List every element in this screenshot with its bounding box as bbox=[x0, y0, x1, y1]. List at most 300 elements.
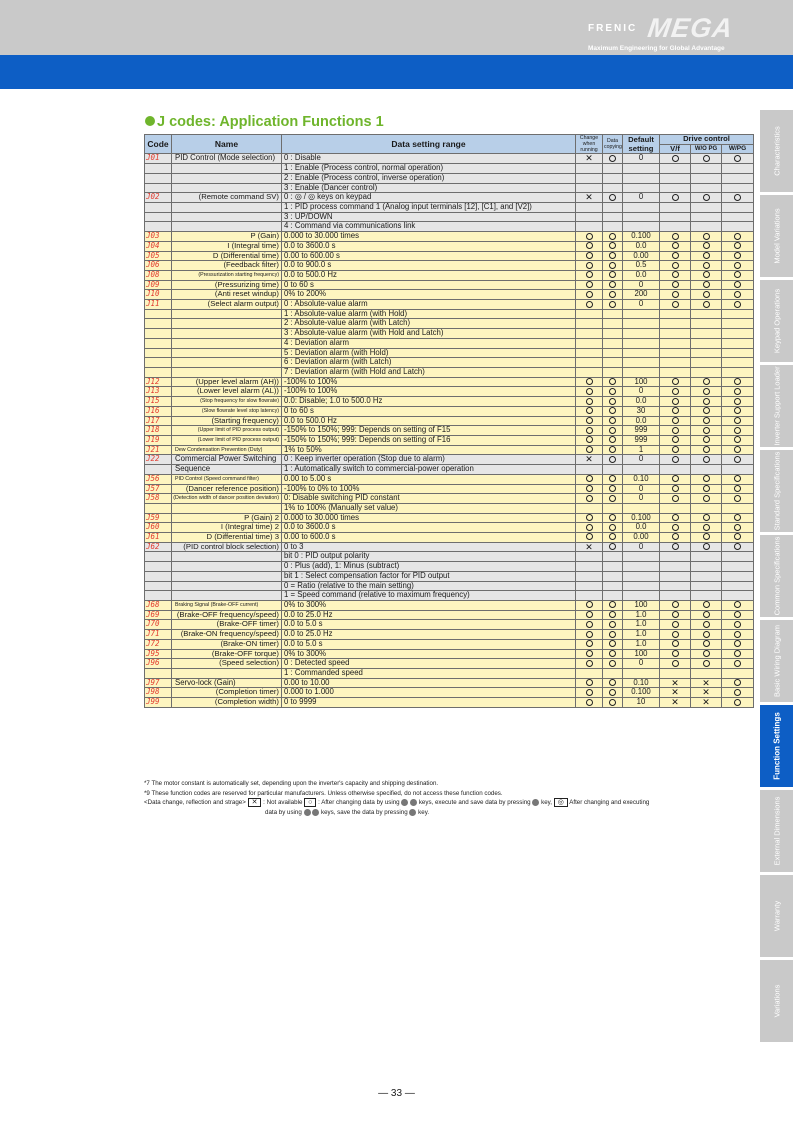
brand-mega-logo: MEGA bbox=[645, 13, 736, 43]
w-pg-cell bbox=[722, 630, 754, 640]
legend-circle: : After changing data by using bbox=[318, 799, 400, 807]
w-pg-cell bbox=[722, 397, 754, 407]
name-cell bbox=[172, 338, 282, 348]
table-row bbox=[145, 280, 754, 290]
wo-pg-cell bbox=[691, 552, 722, 562]
change-when-running-cell bbox=[576, 562, 603, 572]
table-row bbox=[145, 610, 754, 620]
change-when-running-cell bbox=[576, 222, 603, 232]
wo-pg-cell bbox=[691, 533, 722, 543]
name-cell: PID Control (Speed command filter) bbox=[172, 474, 282, 484]
circle-icon bbox=[703, 301, 710, 308]
circle-icon bbox=[703, 611, 710, 618]
range-cell: 2 : Absolute-value alarm (with Latch) bbox=[282, 319, 576, 329]
circle-icon bbox=[672, 436, 679, 443]
wo-pg-cell bbox=[691, 261, 722, 271]
circle-icon bbox=[734, 233, 741, 240]
range-cell: 0.000 to 30.000 times bbox=[282, 232, 576, 242]
tab-model-variations[interactable] bbox=[760, 195, 793, 277]
table-row bbox=[145, 290, 754, 300]
legend-double-circle: After changing and executing bbox=[569, 799, 650, 807]
legend-circle-b: keys, execute and save data by pressing bbox=[418, 799, 531, 807]
w-pg-cell bbox=[722, 513, 754, 523]
circle-icon bbox=[672, 660, 679, 667]
legend-not-available: : Not available bbox=[263, 799, 303, 807]
code-cell bbox=[145, 222, 172, 232]
data-copying-cell bbox=[603, 484, 623, 494]
default-setting-cell: 0 bbox=[623, 193, 660, 203]
change-when-running-cell bbox=[576, 164, 603, 174]
range-cell: -100% to 0% to 100% bbox=[282, 484, 576, 494]
w-pg-cell bbox=[722, 241, 754, 251]
wo-pg-cell bbox=[691, 426, 722, 436]
range-cell: 0: Disable switching PID constant bbox=[282, 494, 576, 504]
vf-cell bbox=[660, 154, 691, 164]
data-copying-cell bbox=[603, 571, 623, 581]
w-pg-cell bbox=[722, 601, 754, 611]
range-cell: 1% to 100% (Manually set value) bbox=[282, 503, 576, 513]
tab-common-specifications[interactable] bbox=[760, 535, 793, 617]
data-copying-cell bbox=[603, 173, 623, 183]
circle-icon bbox=[609, 252, 616, 259]
circle-icon bbox=[703, 436, 710, 443]
change-when-running-cell bbox=[576, 639, 603, 649]
legend-double-circle-c: keys, save the data by pressing bbox=[321, 808, 408, 816]
circle-icon bbox=[734, 524, 741, 531]
header-data-copying: Data copying bbox=[603, 135, 623, 154]
circle-icon bbox=[672, 631, 679, 638]
code-cell: J17 bbox=[145, 416, 172, 426]
tab-warranty[interactable] bbox=[760, 875, 793, 957]
change-when-running-cell bbox=[576, 319, 603, 329]
table-row bbox=[145, 232, 754, 242]
vf-cell bbox=[660, 484, 691, 494]
circle-icon bbox=[734, 533, 741, 540]
name-cell: (Completion timer) bbox=[172, 688, 282, 698]
table-row bbox=[145, 503, 754, 513]
circle-icon bbox=[703, 485, 710, 492]
wo-pg-cell bbox=[691, 416, 722, 426]
change-when-running-cell bbox=[576, 387, 603, 397]
circle-icon bbox=[734, 155, 741, 162]
change-when-running-cell bbox=[576, 698, 603, 708]
range-cell: 1 = Speed command (relative to maximum frequency) bbox=[282, 591, 576, 601]
wo-pg-cell bbox=[691, 154, 722, 164]
vf-cell bbox=[660, 300, 691, 310]
circle-icon bbox=[586, 524, 593, 531]
w-pg-cell bbox=[722, 426, 754, 436]
name-cell: (Detection width of dancer position deviation) bbox=[172, 494, 282, 504]
vf-cell bbox=[660, 523, 691, 533]
w-pg-cell bbox=[722, 698, 754, 708]
wo-pg-cell bbox=[691, 319, 722, 329]
change-when-running-cell bbox=[576, 503, 603, 513]
tab-variations[interactable] bbox=[760, 960, 793, 1042]
table-row bbox=[145, 484, 754, 494]
func-data-key-icon bbox=[409, 809, 416, 816]
default-setting-cell bbox=[623, 222, 660, 232]
change-when-running-cell bbox=[576, 688, 603, 698]
table-row bbox=[145, 445, 754, 455]
name-cell bbox=[172, 222, 282, 232]
circle-icon bbox=[734, 291, 741, 298]
name-cell: PID Control (Mode selection) bbox=[172, 154, 282, 164]
range-cell: 1% to 50% bbox=[282, 445, 576, 455]
name-cell bbox=[172, 552, 282, 562]
default-setting-cell: 0.0 bbox=[623, 270, 660, 280]
wo-pg-cell bbox=[691, 309, 722, 319]
default-setting-cell: 0 bbox=[623, 387, 660, 397]
default-setting-cell: 999 bbox=[623, 426, 660, 436]
range-cell: 0.0 to 25.0 Hz bbox=[282, 610, 576, 620]
change-when-running-cell bbox=[576, 581, 603, 591]
circle-icon bbox=[586, 611, 593, 618]
range-cell: 0 : Keep inverter operation (Stop due to alarm) bbox=[282, 455, 576, 465]
data-copying-cell bbox=[603, 688, 623, 698]
tab-external-dimensions[interactable] bbox=[760, 790, 793, 872]
circle-icon bbox=[586, 388, 593, 395]
default-setting-cell: 100 bbox=[623, 377, 660, 387]
circle-icon bbox=[734, 281, 741, 288]
code-cell: J11 bbox=[145, 300, 172, 310]
circle-icon bbox=[734, 446, 741, 453]
vf-cell bbox=[660, 542, 691, 552]
code-cell: J21 bbox=[145, 445, 172, 455]
circle-icon bbox=[586, 495, 593, 502]
circle-icon bbox=[609, 533, 616, 540]
table-row bbox=[145, 668, 754, 678]
w-pg-cell bbox=[722, 222, 754, 232]
circle-icon bbox=[609, 398, 616, 405]
vf-cell bbox=[660, 329, 691, 339]
circle-icon bbox=[703, 398, 710, 405]
wo-pg-cell bbox=[691, 523, 722, 533]
table-row bbox=[145, 581, 754, 591]
change-when-running-cell bbox=[576, 406, 603, 416]
circle-icon bbox=[609, 301, 616, 308]
code-cell bbox=[145, 552, 172, 562]
tab-inverter-support-loader[interactable] bbox=[760, 365, 793, 447]
change-when-running-cell bbox=[576, 397, 603, 407]
name-cell: (Feedback filter) bbox=[172, 261, 282, 271]
brand-frenic: FRENIC bbox=[588, 23, 638, 34]
default-setting-cell: 0.100 bbox=[623, 232, 660, 242]
data-copying-cell bbox=[603, 261, 623, 271]
w-pg-cell bbox=[722, 183, 754, 193]
default-setting-cell bbox=[623, 173, 660, 183]
name-cell: (Stop frequency for slow flowrate) bbox=[172, 397, 282, 407]
code-cell: J96 bbox=[145, 659, 172, 669]
circle-icon bbox=[734, 242, 741, 249]
default-setting-cell bbox=[623, 329, 660, 339]
code-cell bbox=[145, 562, 172, 572]
bullet-dot-icon bbox=[145, 116, 155, 126]
legend-title: <Data change, reflection and strage> bbox=[144, 799, 246, 807]
code-cell: J99 bbox=[145, 698, 172, 708]
circle-icon bbox=[609, 407, 616, 414]
w-pg-cell bbox=[722, 523, 754, 533]
code-cell: J05 bbox=[145, 251, 172, 261]
footnotes bbox=[144, 779, 754, 817]
circle-icon bbox=[703, 407, 710, 414]
w-pg-cell bbox=[722, 261, 754, 271]
w-pg-cell bbox=[722, 494, 754, 504]
code-cell: J60 bbox=[145, 523, 172, 533]
circle-icon bbox=[609, 689, 616, 696]
code-cell: J71 bbox=[145, 630, 172, 640]
circle-icon bbox=[586, 446, 593, 453]
circle-icon bbox=[586, 417, 593, 424]
change-when-running-cell bbox=[576, 183, 603, 193]
wo-pg-cell bbox=[691, 368, 722, 378]
change-when-running-cell bbox=[576, 338, 603, 348]
w-pg-cell bbox=[722, 406, 754, 416]
w-pg-cell bbox=[722, 329, 754, 339]
name-cell: (Lower limit of PID process output) bbox=[172, 435, 282, 445]
name-cell: (Select alarm output) bbox=[172, 300, 282, 310]
name-cell: Sequence bbox=[172, 465, 282, 475]
circle-icon bbox=[586, 660, 593, 667]
w-pg-cell bbox=[722, 455, 754, 465]
data-copying-cell bbox=[603, 620, 623, 630]
circle-icon bbox=[734, 436, 741, 443]
wo-pg-cell bbox=[691, 377, 722, 387]
wo-pg-cell bbox=[691, 591, 722, 601]
vf-cell bbox=[660, 630, 691, 640]
default-setting-cell bbox=[623, 465, 660, 475]
range-cell: 0.0 to 25.0 Hz bbox=[282, 630, 576, 640]
w-pg-cell bbox=[722, 319, 754, 329]
name-cell: (Lower level alarm (AL)) bbox=[172, 387, 282, 397]
vf-cell bbox=[660, 241, 691, 251]
change-when-running-cell bbox=[576, 445, 603, 455]
header-w-pg: W/PG bbox=[722, 144, 754, 154]
code-cell bbox=[145, 338, 172, 348]
change-when-running-cell bbox=[576, 241, 603, 251]
circle-icon bbox=[672, 378, 679, 385]
vf-cell bbox=[660, 445, 691, 455]
tab-standard-specifications[interactable] bbox=[760, 450, 793, 532]
w-pg-cell bbox=[722, 533, 754, 543]
tab-label: Keypad Operations bbox=[772, 288, 781, 354]
circle-icon bbox=[586, 427, 593, 434]
change-when-running-cell bbox=[576, 630, 603, 640]
range-cell: 2 : Enable (Process control, inverse operation) bbox=[282, 173, 576, 183]
circle-icon bbox=[734, 611, 741, 618]
circle-icon bbox=[672, 621, 679, 628]
w-pg-cell bbox=[722, 668, 754, 678]
page-number: — 33 — bbox=[378, 1088, 415, 1099]
data-copying-cell bbox=[603, 222, 623, 232]
wo-pg-cell bbox=[691, 435, 722, 445]
w-pg-cell bbox=[722, 503, 754, 513]
name-cell: (Upper limit of PID process output) bbox=[172, 426, 282, 436]
change-when-running-cell bbox=[576, 494, 603, 504]
table-body bbox=[145, 154, 754, 708]
circle-icon bbox=[609, 155, 616, 162]
circle-icon bbox=[609, 601, 616, 608]
range-cell: -150% to 150%; 999: Depends on setting of F16 bbox=[282, 435, 576, 445]
circle-icon bbox=[609, 621, 616, 628]
circle-icon bbox=[703, 378, 710, 385]
wo-pg-cell bbox=[691, 203, 722, 213]
default-setting-cell bbox=[623, 309, 660, 319]
not-available-box: ✕ bbox=[248, 798, 262, 807]
w-pg-cell bbox=[722, 484, 754, 494]
change-when-running-cell bbox=[576, 154, 603, 164]
circle-icon bbox=[609, 378, 616, 385]
vf-cell bbox=[660, 397, 691, 407]
wo-pg-cell bbox=[691, 668, 722, 678]
vf-cell bbox=[660, 513, 691, 523]
change-when-running-cell bbox=[576, 474, 603, 484]
circle-icon bbox=[609, 679, 616, 686]
name-cell bbox=[172, 212, 282, 222]
wo-pg-cell bbox=[691, 183, 722, 193]
default-setting-cell: 0.10 bbox=[623, 474, 660, 484]
code-cell bbox=[145, 503, 172, 513]
range-cell: 0 to 60 s bbox=[282, 280, 576, 290]
code-cell: J06 bbox=[145, 261, 172, 271]
data-copying-cell bbox=[603, 406, 623, 416]
w-pg-cell bbox=[722, 542, 754, 552]
wo-pg-cell bbox=[691, 455, 722, 465]
circle-icon bbox=[734, 485, 741, 492]
w-pg-cell bbox=[722, 173, 754, 183]
tab-keypad-operations[interactable] bbox=[760, 280, 793, 362]
wo-pg-cell bbox=[691, 387, 722, 397]
data-copying-cell bbox=[603, 659, 623, 669]
wo-pg-cell bbox=[691, 542, 722, 552]
default-setting-cell: 0 bbox=[623, 484, 660, 494]
wo-pg-cell bbox=[691, 348, 722, 358]
data-copying-cell bbox=[603, 241, 623, 251]
range-cell: 0 : Absolute-value alarm bbox=[282, 300, 576, 310]
data-copying-cell bbox=[603, 397, 623, 407]
vf-cell bbox=[660, 387, 691, 397]
cross-icon: ✕ bbox=[671, 687, 679, 698]
range-cell: -150% to 150%; 999: Depends on setting of F15 bbox=[282, 426, 576, 436]
range-cell: 1 : PID process command 1 (Analog input terminals [12], [C1], and [V2]) bbox=[282, 203, 576, 213]
code-cell bbox=[145, 203, 172, 213]
w-pg-cell bbox=[722, 280, 754, 290]
range-cell: 3 : Absolute-value alarm (with Hold and Latch) bbox=[282, 329, 576, 339]
range-cell: 6 : Deviation alarm (with Latch) bbox=[282, 358, 576, 368]
tab-label: Function Settings bbox=[772, 712, 781, 780]
vf-cell bbox=[660, 232, 691, 242]
circle-icon bbox=[703, 495, 710, 502]
vf-cell bbox=[660, 601, 691, 611]
section-tabs bbox=[760, 110, 793, 1045]
name-cell: (Slow flowrate level stop latency) bbox=[172, 406, 282, 416]
circle-icon bbox=[586, 601, 593, 608]
name-cell bbox=[172, 503, 282, 513]
change-when-running-cell bbox=[576, 591, 603, 601]
table-row bbox=[145, 309, 754, 319]
vf-cell bbox=[660, 290, 691, 300]
tab-characteristics[interactable] bbox=[760, 110, 793, 192]
change-when-running-cell bbox=[576, 484, 603, 494]
circle-icon bbox=[586, 514, 593, 521]
table-row bbox=[145, 533, 754, 543]
default-setting-cell: 0.00 bbox=[623, 251, 660, 261]
data-copying-cell bbox=[603, 377, 623, 387]
data-copying-cell bbox=[603, 523, 623, 533]
data-copying-cell bbox=[603, 416, 623, 426]
table-row bbox=[145, 329, 754, 339]
wo-pg-cell bbox=[691, 571, 722, 581]
name-cell bbox=[172, 329, 282, 339]
vf-cell bbox=[660, 581, 691, 591]
table-row bbox=[145, 270, 754, 280]
change-when-running-cell bbox=[576, 620, 603, 630]
data-copying-cell bbox=[603, 203, 623, 213]
name-cell bbox=[172, 368, 282, 378]
code-cell: J69 bbox=[145, 610, 172, 620]
code-cell bbox=[145, 183, 172, 193]
range-cell: 0% to 300% bbox=[282, 649, 576, 659]
range-cell: bit 0 : PID output polarity bbox=[282, 552, 576, 562]
code-cell: J01 bbox=[145, 154, 172, 164]
circle-icon bbox=[672, 446, 679, 453]
circle-icon bbox=[703, 417, 710, 424]
data-copying-cell bbox=[603, 445, 623, 455]
data-copying-cell bbox=[603, 426, 623, 436]
name-cell bbox=[172, 562, 282, 572]
vf-cell bbox=[660, 426, 691, 436]
tab-basic-wiring-diagram[interactable] bbox=[760, 620, 793, 702]
data-copying-cell bbox=[603, 290, 623, 300]
circle-icon bbox=[703, 194, 710, 201]
table-row bbox=[145, 222, 754, 232]
default-setting-cell: 0 bbox=[623, 494, 660, 504]
circle-icon bbox=[703, 514, 710, 521]
change-when-running-cell bbox=[576, 523, 603, 533]
data-copying-cell bbox=[603, 319, 623, 329]
name-cell: (Brake-OFF timer) bbox=[172, 620, 282, 630]
change-when-running-cell bbox=[576, 300, 603, 310]
tab-function-settings[interactable] bbox=[760, 705, 793, 787]
code-cell: J98 bbox=[145, 688, 172, 698]
wo-pg-cell bbox=[691, 601, 722, 611]
change-when-running-cell bbox=[576, 455, 603, 465]
change-when-running-cell bbox=[576, 649, 603, 659]
data-copying-cell bbox=[603, 639, 623, 649]
data-copying-cell bbox=[603, 513, 623, 523]
circle-icon bbox=[609, 495, 616, 502]
name-cell: (Speed selection) bbox=[172, 659, 282, 669]
w-pg-cell bbox=[722, 348, 754, 358]
circle-icon bbox=[672, 242, 679, 249]
w-pg-cell bbox=[722, 659, 754, 669]
code-cell: J97 bbox=[145, 678, 172, 688]
w-pg-cell bbox=[722, 678, 754, 688]
circle-icon bbox=[586, 398, 593, 405]
change-when-running-cell bbox=[576, 601, 603, 611]
name-cell: (Brake-OFF frequency/speed) bbox=[172, 610, 282, 620]
vf-cell bbox=[660, 193, 691, 203]
change-when-running-cell bbox=[576, 416, 603, 426]
circle-icon bbox=[586, 689, 593, 696]
table-row bbox=[145, 261, 754, 271]
wo-pg-cell bbox=[691, 222, 722, 232]
circle-icon bbox=[609, 446, 616, 453]
range-cell: 0.00 to 5.00 s bbox=[282, 474, 576, 484]
tab-label: Model Variations bbox=[772, 208, 781, 264]
circle-icon bbox=[609, 427, 616, 434]
note-9: *9 These function codes are reserved for particular manufacturers. Unless otherwise specified, do not access these function codes. bbox=[144, 789, 503, 797]
range-cell: 0 : Plus (add), 1: Minus (subtract) bbox=[282, 562, 576, 572]
